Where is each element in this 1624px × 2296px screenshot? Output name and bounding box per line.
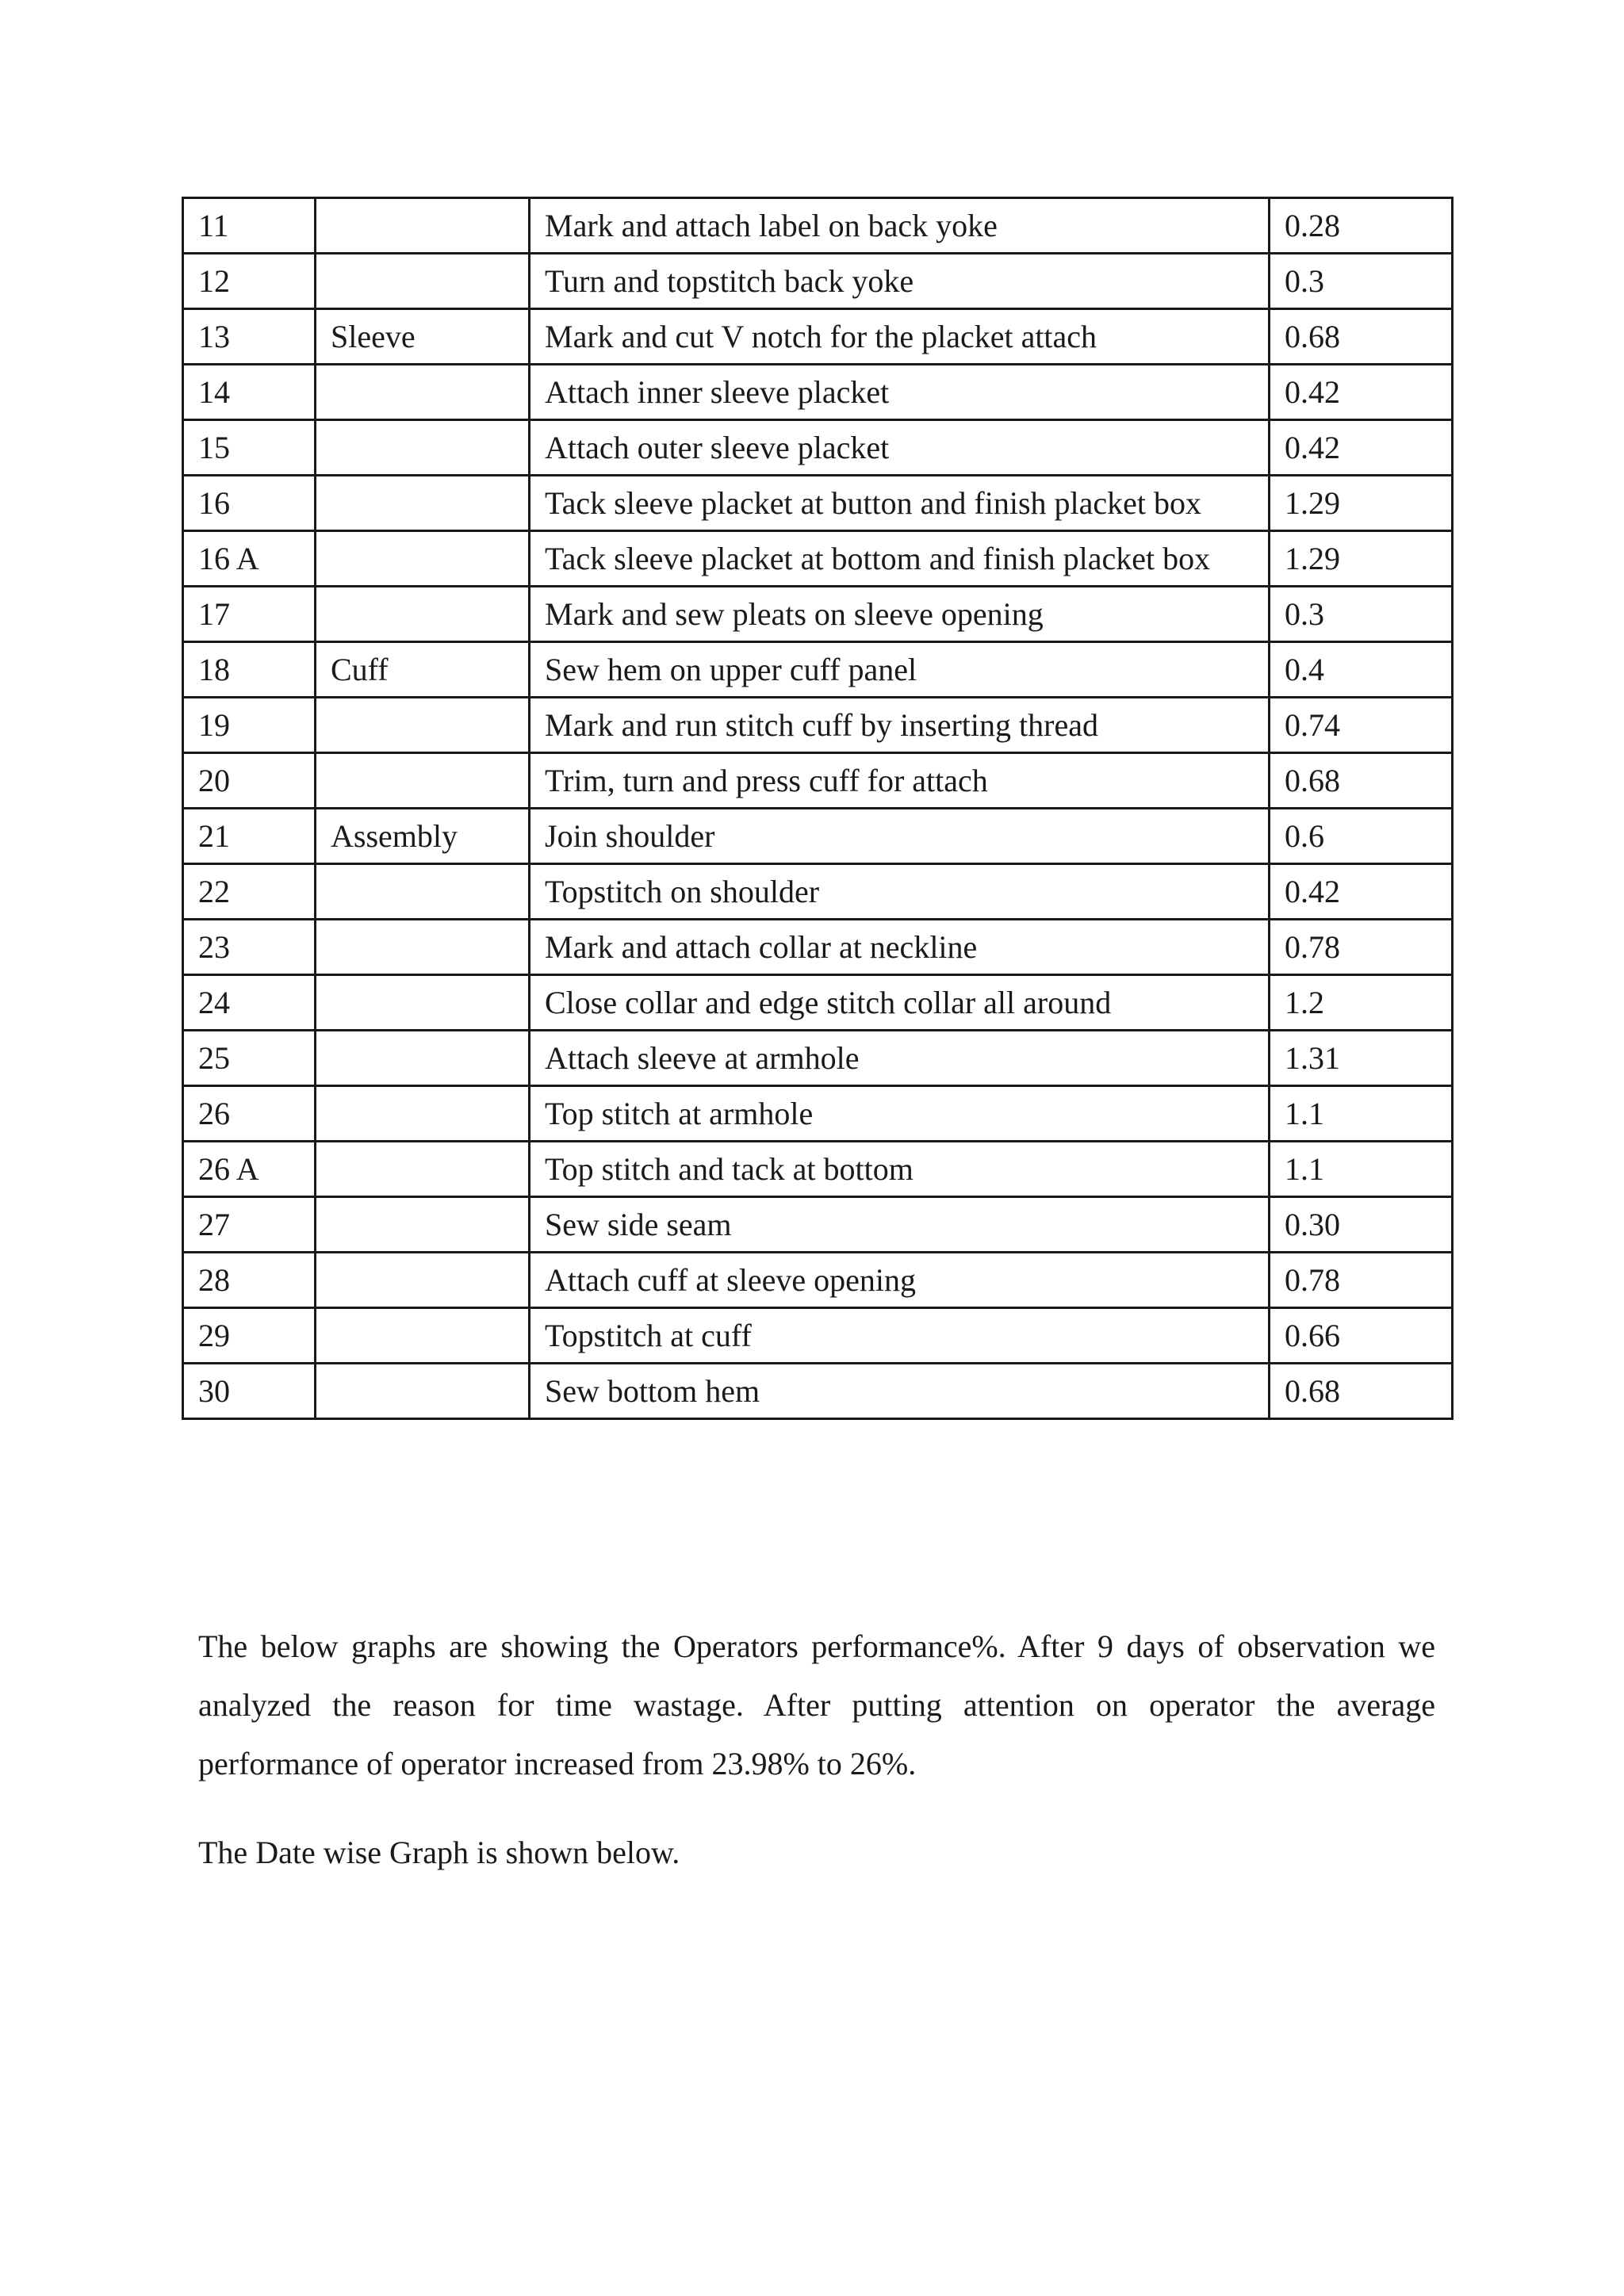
operation-cell: Mark and run stitch cuff by inserting thread — [530, 698, 1270, 753]
row-number-cell: 21 — [183, 809, 316, 864]
row-number-cell: 26 — [183, 1086, 316, 1142]
row-number-cell: 13 — [183, 309, 316, 365]
table-row — [183, 809, 1453, 864]
row-number-cell: 30 — [183, 1364, 316, 1419]
row-number-cell: 11 — [183, 198, 316, 254]
smv-cell: 0.68 — [1270, 309, 1453, 365]
row-number-cell: 29 — [183, 1308, 316, 1364]
table-row — [183, 1308, 1453, 1364]
section-cell — [316, 1364, 530, 1419]
row-number-cell: 25 — [183, 1031, 316, 1086]
table-row — [183, 1086, 1453, 1142]
smv-cell: 0.42 — [1270, 420, 1453, 476]
row-number-cell: 24 — [183, 975, 316, 1031]
table-row — [183, 642, 1453, 698]
operation-cell: Attach sleeve at armhole — [530, 1031, 1270, 1086]
row-number-cell: 18 — [183, 642, 316, 698]
smv-cell: 1.1 — [1270, 1142, 1453, 1197]
section-cell — [316, 1197, 530, 1253]
table-row — [183, 1364, 1453, 1419]
table-row — [183, 476, 1453, 531]
operation-cell: Attach outer sleeve placket — [530, 420, 1270, 476]
row-number-cell: 16 A — [183, 531, 316, 587]
section-cell — [316, 365, 530, 420]
section-cell: Assembly — [316, 809, 530, 864]
table-row — [183, 1142, 1453, 1197]
operation-cell: Attach inner sleeve placket — [530, 365, 1270, 420]
row-number-cell: 15 — [183, 420, 316, 476]
smv-cell: 0.68 — [1270, 1364, 1453, 1419]
smv-cell: 0.30 — [1270, 1197, 1453, 1253]
smv-cell: 0.42 — [1270, 365, 1453, 420]
operation-cell: Sew bottom hem — [530, 1364, 1270, 1419]
section-cell — [316, 198, 530, 254]
operation-cell: Mark and cut V notch for the placket attach — [530, 309, 1270, 365]
operation-cell: Sew hem on upper cuff panel — [530, 642, 1270, 698]
operation-cell: Turn and topstitch back yoke — [530, 254, 1270, 309]
performance-paragraph: The below graphs are showing the Operators performance%. After 9 days of observation we analyzed the reason for time wastage. After putting attention on operator the average performance of operator increased from 23.98% to 26%. — [198, 1628, 1435, 1781]
smv-cell: 0.78 — [1270, 1253, 1453, 1308]
section-cell — [316, 1086, 530, 1142]
operations-table — [182, 197, 1454, 1420]
operation-cell: Mark and attach label on back yoke — [530, 198, 1270, 254]
graph-intro-paragraph: The Date wise Graph is shown below. — [198, 1835, 680, 1870]
smv-cell: 0.3 — [1270, 254, 1453, 309]
smv-cell: 1.2 — [1270, 975, 1453, 1031]
table-row — [183, 531, 1453, 587]
section-cell — [316, 1308, 530, 1364]
section-cell — [316, 420, 530, 476]
operation-cell: Tack sleeve placket at bottom and finish placket box — [530, 531, 1270, 587]
operation-cell: Trim, turn and press cuff for attach — [530, 753, 1270, 809]
table-row — [183, 1031, 1453, 1086]
smv-cell: 1.1 — [1270, 1086, 1453, 1142]
operation-cell: Sew side seam — [530, 1197, 1270, 1253]
operation-cell: Attach cuff at sleeve opening — [530, 1253, 1270, 1308]
operation-cell: Close collar and edge stitch collar all around — [530, 975, 1270, 1031]
operation-cell: Top stitch at armhole — [530, 1086, 1270, 1142]
table-row — [183, 365, 1453, 420]
smv-cell: 0.74 — [1270, 698, 1453, 753]
section-cell — [316, 698, 530, 753]
smv-cell: 1.31 — [1270, 1031, 1453, 1086]
smv-cell: 0.66 — [1270, 1308, 1453, 1364]
section-cell: Cuff — [316, 642, 530, 698]
smv-cell: 0.3 — [1270, 587, 1453, 642]
table-row — [183, 920, 1453, 975]
section-cell — [316, 1253, 530, 1308]
row-number-cell: 23 — [183, 920, 316, 975]
row-number-cell: 12 — [183, 254, 316, 309]
table-row — [183, 864, 1453, 920]
section-cell — [316, 531, 530, 587]
table-row — [183, 587, 1453, 642]
section-cell — [316, 920, 530, 975]
operation-cell: Tack sleeve placket at button and finish placket box — [530, 476, 1270, 531]
operations-table-body — [183, 198, 1453, 1419]
table-row — [183, 753, 1453, 809]
row-number-cell: 27 — [183, 1197, 316, 1253]
row-number-cell: 16 — [183, 476, 316, 531]
row-number-cell: 28 — [183, 1253, 316, 1308]
smv-cell: 1.29 — [1270, 476, 1453, 531]
table-row — [183, 698, 1453, 753]
row-number-cell: 17 — [183, 587, 316, 642]
smv-cell: 0.4 — [1270, 642, 1453, 698]
table-row — [183, 1253, 1453, 1308]
row-number-cell: 20 — [183, 753, 316, 809]
row-number-cell: 22 — [183, 864, 316, 920]
section-cell — [316, 587, 530, 642]
row-number-cell: 14 — [183, 365, 316, 420]
table-row — [183, 1197, 1453, 1253]
operation-cell: Mark and sew pleats on sleeve opening — [530, 587, 1270, 642]
row-number-cell: 19 — [183, 698, 316, 753]
smv-cell: 0.28 — [1270, 198, 1453, 254]
section-cell — [316, 254, 530, 309]
table-row — [183, 975, 1453, 1031]
table-row — [183, 309, 1453, 365]
table-row — [183, 254, 1453, 309]
operation-cell: Top stitch and tack at bottom — [530, 1142, 1270, 1197]
section-cell — [316, 476, 530, 531]
section-cell — [316, 1031, 530, 1086]
table-row — [183, 420, 1453, 476]
operation-cell: Mark and attach collar at neckline — [530, 920, 1270, 975]
smv-cell: 1.29 — [1270, 531, 1453, 587]
smv-cell: 0.68 — [1270, 753, 1453, 809]
smv-cell: 0.78 — [1270, 920, 1453, 975]
operation-cell: Join shoulder — [530, 809, 1270, 864]
smv-cell: 0.6 — [1270, 809, 1453, 864]
section-cell — [316, 1142, 530, 1197]
smv-cell: 0.42 — [1270, 864, 1453, 920]
section-cell — [316, 975, 530, 1031]
table-row — [183, 198, 1453, 254]
section-cell: Sleeve — [316, 309, 530, 365]
operation-cell: Topstitch at cuff — [530, 1308, 1270, 1364]
section-cell — [316, 864, 530, 920]
section-cell — [316, 753, 530, 809]
row-number-cell: 26 A — [183, 1142, 316, 1197]
operation-cell: Topstitch on shoulder — [530, 864, 1270, 920]
